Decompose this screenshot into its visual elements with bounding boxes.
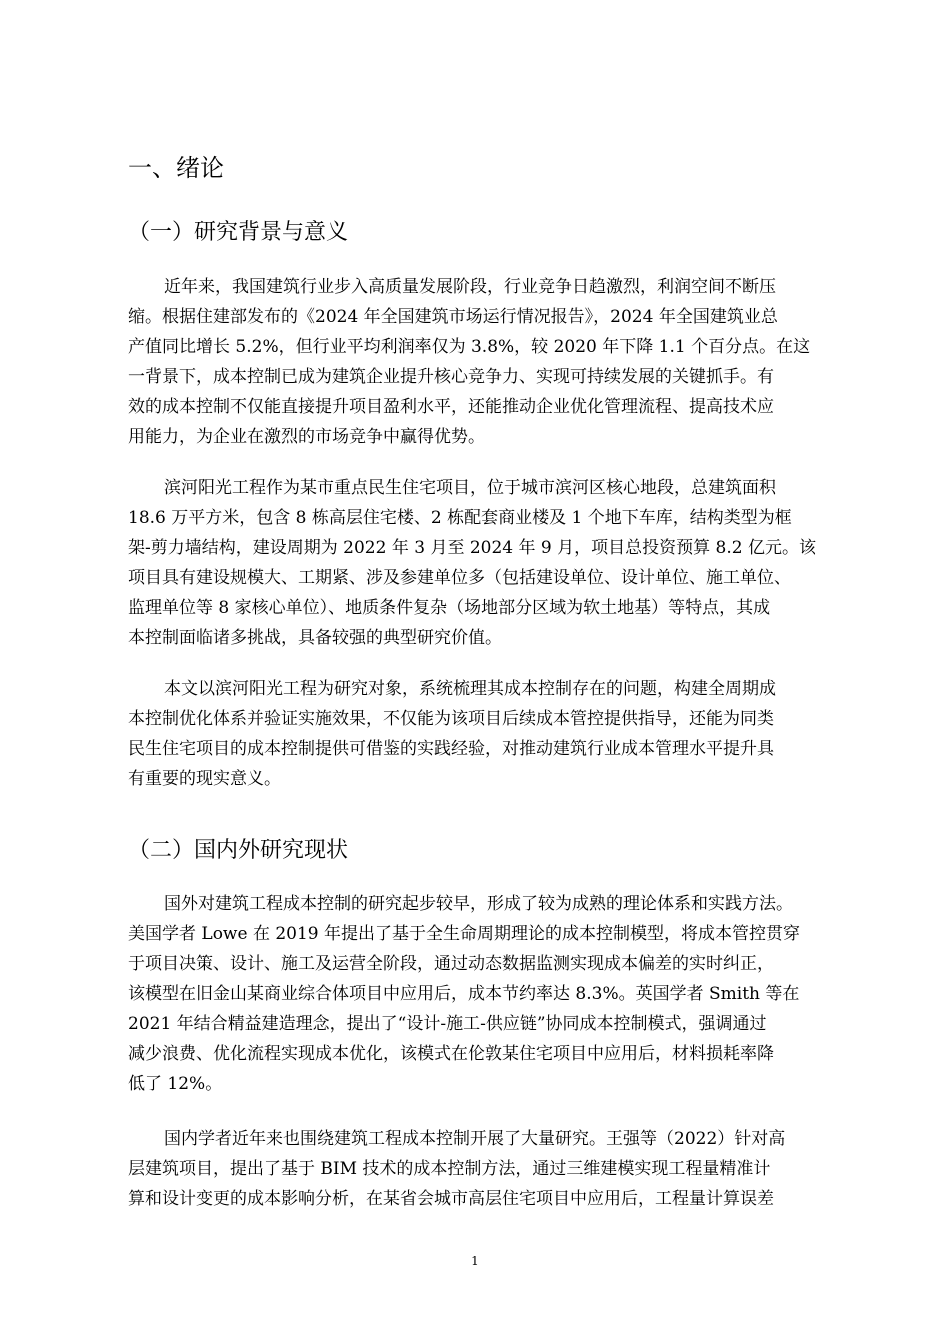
page-number: 1 bbox=[471, 1254, 479, 1268]
paragraph-research-2 bbox=[128, 1124, 868, 1214]
text-line: 近年来，我国建筑行业步入高质量发展阶段，行业竞争日趋激烈，利润空间不断压 bbox=[164, 277, 776, 297]
text-line: 架-剪力墙结构，建设周期为 2022 年 3 月至 2024 年 9 月，项目总投资预算 8.2 亿元。该 bbox=[128, 538, 816, 558]
text-line: 本控制优化体系并验证实施效果，不仅能为该项目后续成本管控提供指导，还能为同类 bbox=[128, 709, 774, 729]
text-line: 低了 12%。 bbox=[128, 1074, 223, 1094]
text-line: 用能力，为企业在激烈的市场竞争中赢得优势。 bbox=[128, 427, 485, 447]
text-line: 减少浪费、优化流程实现成本优化，该模式在伦敦某住宅项目中应用后，材料损耗率降 bbox=[128, 1044, 774, 1064]
section-heading-research-status: （二）国内外研究现状 bbox=[128, 838, 349, 863]
text-line: 滨河阳光工程作为某市重点民生住宅项目，位于城市滨河区核心地段，总建筑面积 bbox=[164, 478, 776, 498]
text-line: 本文以滨河阳光工程为研究对象，系统梳理其成本控制存在的问题，构建全周期成 bbox=[164, 679, 776, 699]
text-line: 产值同比增长 5.2%，但行业平均利润率仅为 3.8%，较 2020 年下降 1.1 个百分点。在这 bbox=[128, 337, 811, 357]
paragraph-background-2 bbox=[128, 473, 868, 653]
text-line: 层建筑项目，提出了基于 BIM 技术的成本控制方法，通过三维建模实现工程量精准计 bbox=[128, 1159, 771, 1179]
text-line: 2021 年结合精益建造理念，提出了“设计-施工-供应链”协同成本控制模式，强调通过 bbox=[128, 1014, 767, 1034]
text-line: 于项目决策、设计、施工及运营全阶段，通过动态数据监测实现成本偏差的实时纠正， bbox=[128, 954, 774, 974]
text-line: 该模型在旧金山某商业综合体项目中应用后，成本节约率达 8.3%。英国学者 Smith 等在 bbox=[128, 984, 800, 1004]
paragraph-background-3 bbox=[128, 674, 868, 794]
text-line: 效的成本控制不仅能直接提升项目盈利水平，还能推动企业优化管理流程、提高技术应 bbox=[128, 397, 774, 417]
text-line: 本控制面临诸多挑战，具备较强的典型研究价值。 bbox=[128, 628, 502, 648]
text-line: 18.6 万平方米，包含 8 栋高层住宅楼、2 栋配套商业楼及 1 个地下车库，结构类型为框 bbox=[128, 508, 792, 528]
text-line: 民生住宅项目的成本控制提供可借鉴的实践经验，对推动建筑行业成本管理水平提升具 bbox=[128, 739, 774, 759]
paragraph-background-1 bbox=[128, 272, 868, 452]
text-line: 美国学者 Lowe 在 2019 年提出了基于全生命周期理论的成本控制模型，将成本管控贯穿 bbox=[128, 924, 801, 944]
text-line: 一背景下，成本控制已成为建筑企业提升核心竞争力、实现可持续发展的关键抓手。有 bbox=[128, 367, 774, 387]
chapter-heading: 一、绪论 bbox=[128, 154, 224, 182]
text-line: 算和设计变更的成本影响分析，在某省会城市高层住宅项目中应用后，工程量计算误差 bbox=[128, 1189, 774, 1209]
text-line: 国内学者近年来也围绕建筑工程成本控制开展了大量研究。王强等（2022）针对高 bbox=[164, 1129, 786, 1149]
section-heading-background: （一）研究背景与意义 bbox=[128, 220, 349, 245]
text-line: 缩。根据住建部发布的《2024 年全国建筑市场运行情况报告》，2024 年全国建筑业总 bbox=[128, 307, 778, 327]
text-line: 项目具有建设规模大、工期紧、涉及参建单位多（包括建设单位、设计单位、施工单位、 bbox=[128, 568, 791, 588]
text-line: 有重要的现实意义。 bbox=[128, 769, 281, 789]
text-line: 国外对建筑工程成本控制的研究起步较早，形成了较为成熟的理论体系和实践方法。 bbox=[164, 894, 793, 914]
paragraph-research-1 bbox=[128, 889, 868, 1099]
text-line: 监理单位等 8 家核心单位）、地质条件复杂（场地部分区域为软土地基）等特点，其成 bbox=[128, 598, 771, 618]
